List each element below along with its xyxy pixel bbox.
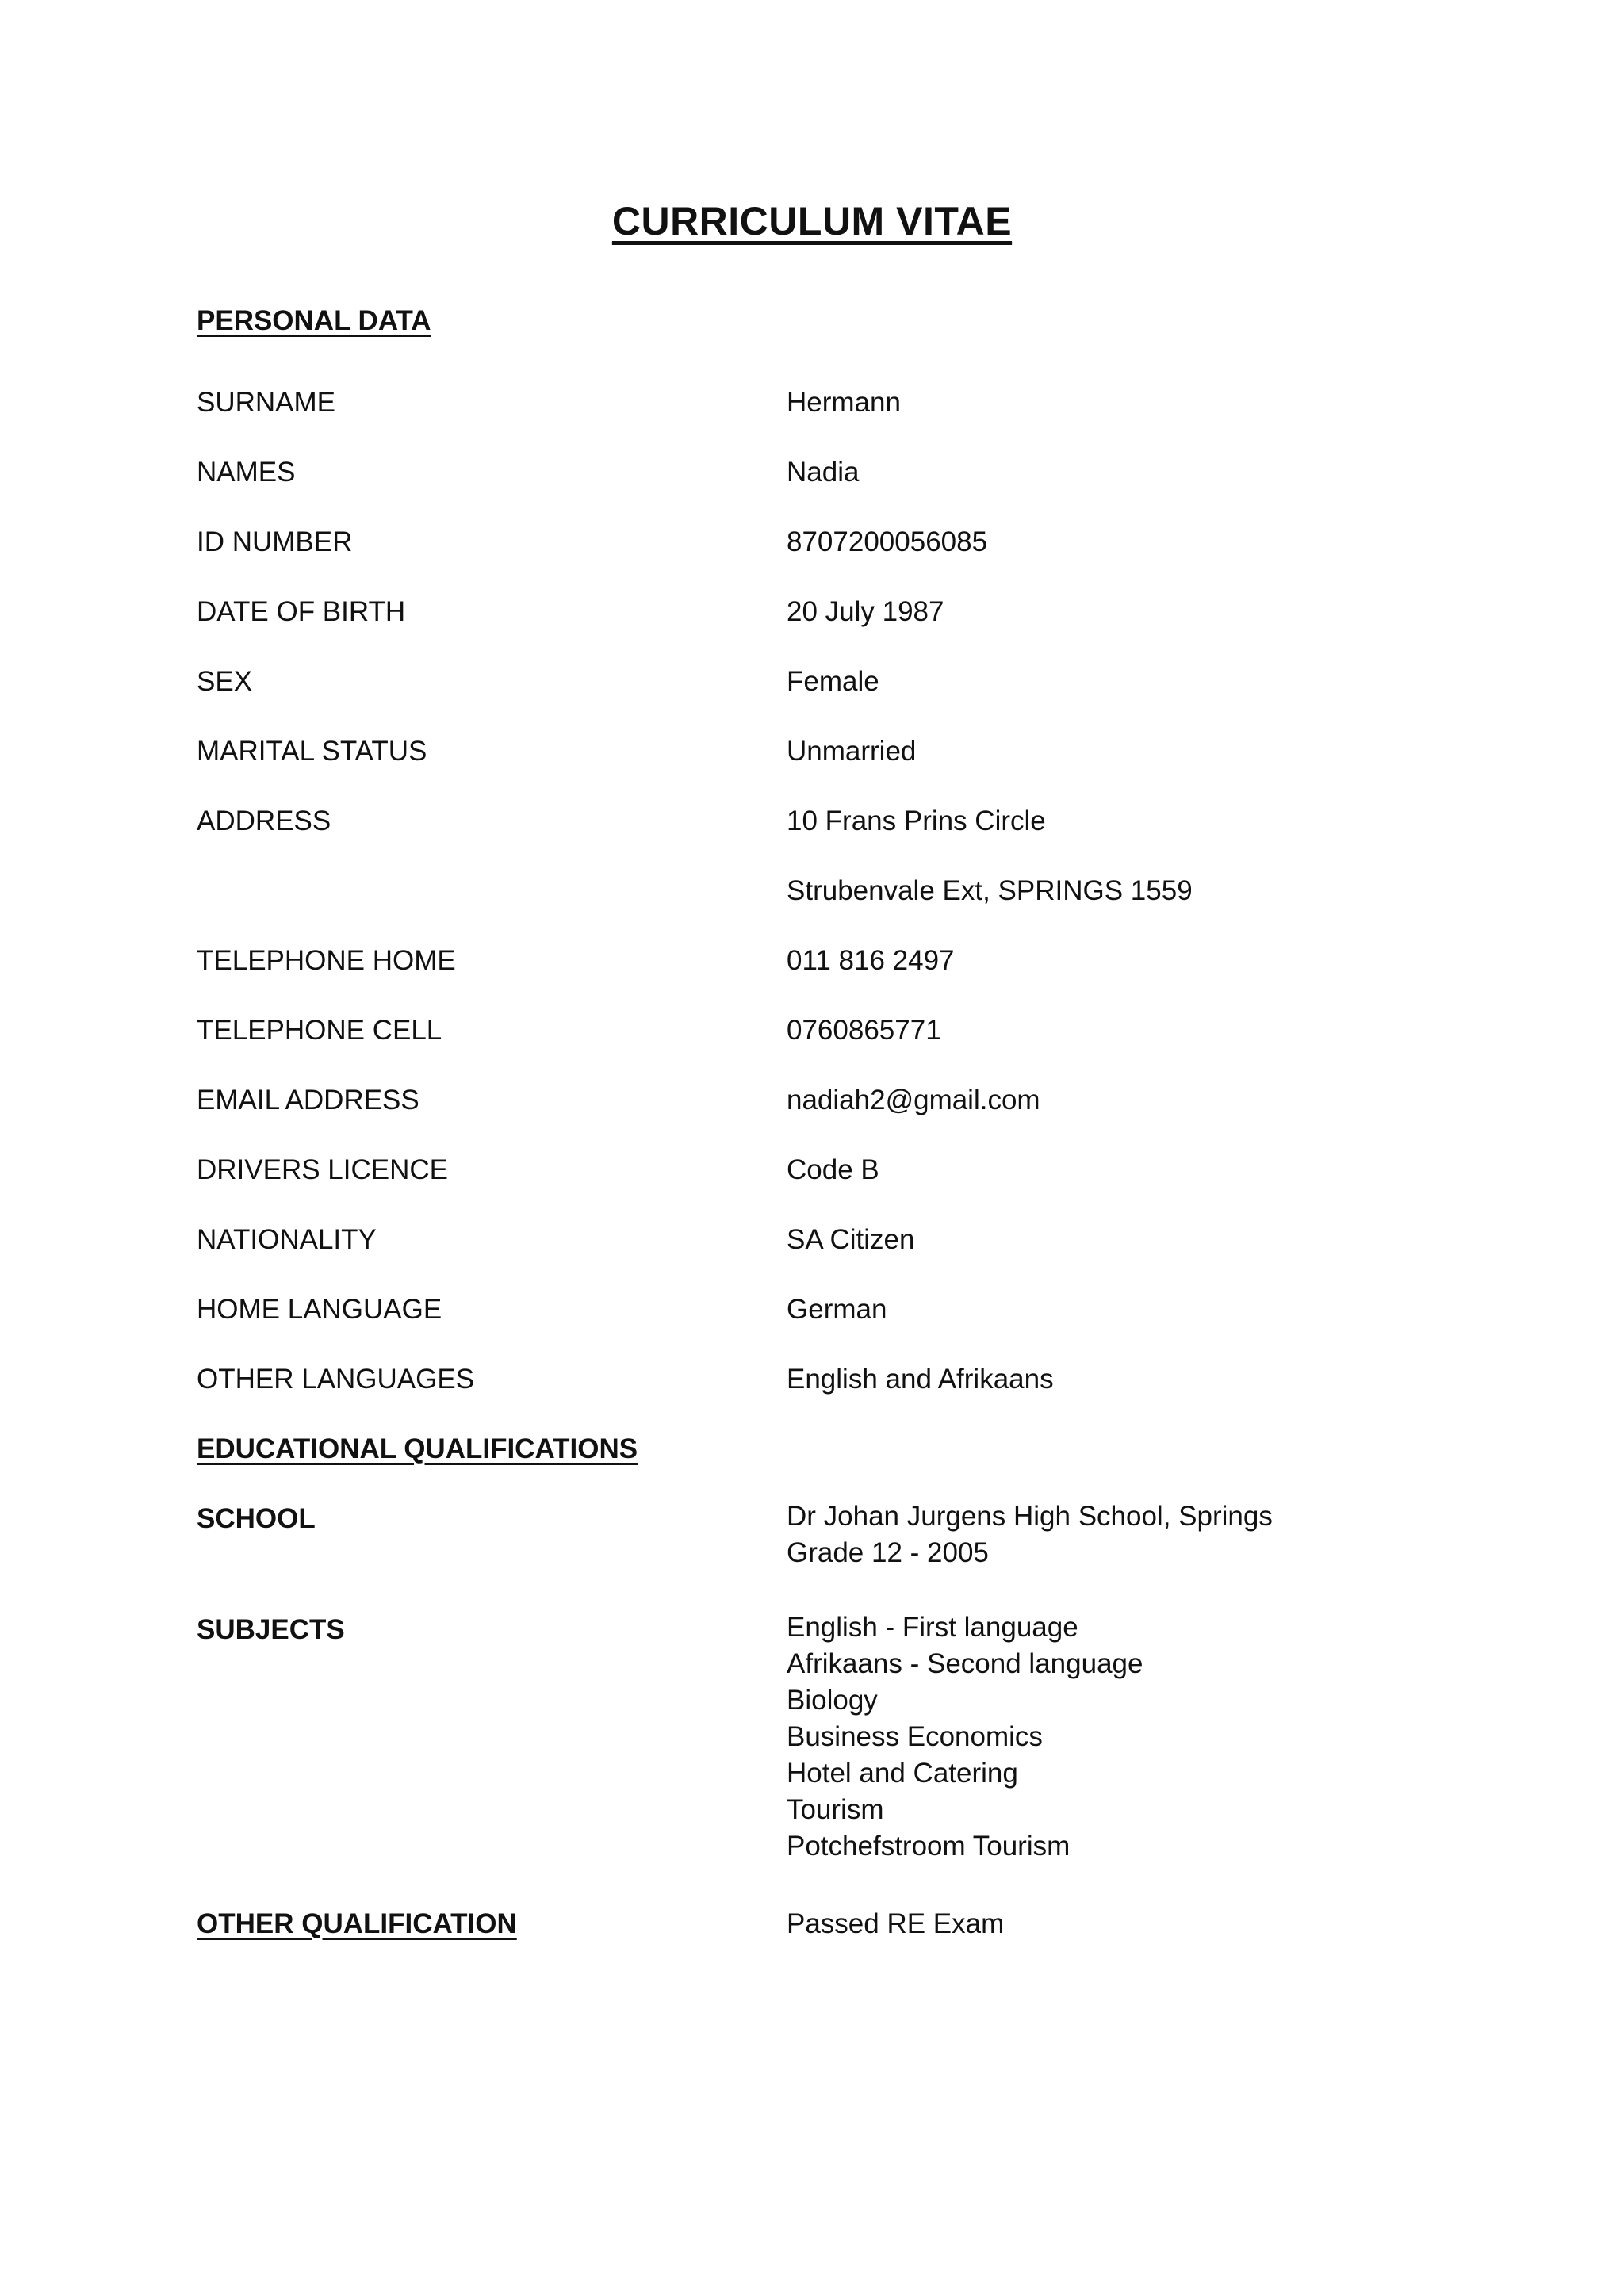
email-address-label: EMAIL ADDRESS [197,1085,419,1115]
date-of-birth-label: DATE OF BIRTH [197,596,406,627]
subject-item: Business Economics [787,1721,1043,1752]
date-of-birth-value: 20 July 1987 [787,596,944,627]
other-qualification-value: Passed RE Exam [787,1908,1005,1939]
sex-value: Female [787,666,879,697]
telephone-home-value: 011 816 2497 [787,945,955,976]
subject-item: Tourism [787,1794,884,1825]
subject-item: Afrikaans - Second language [787,1648,1143,1679]
subject-item: English - First language [787,1612,1078,1643]
other-languages-label: OTHER LANGUAGES [197,1364,475,1395]
telephone-cell-label: TELEPHONE CELL [197,1015,442,1046]
other-languages-value: English and Afrikaans [787,1364,1054,1395]
nationality-label: NATIONALITY [197,1224,377,1255]
other-qualification-heading: OTHER QUALIFICATION [197,1908,517,1939]
id-number-value: 8707200056085 [787,526,988,557]
school-name: Dr Johan Jurgens High School, Springs [787,1501,1273,1532]
telephone-cell-value: 0760865771 [787,1015,941,1046]
subject-item: Hotel and Catering [787,1758,1018,1789]
subject-item: Potchefstroom Tourism [787,1831,1071,1862]
personal-data-heading: PERSONAL DATA [197,305,431,336]
surname-label: SURNAME [197,387,336,418]
id-number-label: ID NUMBER [197,526,353,557]
school-grade: Grade 12 - 2005 [787,1537,989,1568]
school-value [787,1498,1273,1571]
email-address-value: nadiah2@gmail.com [787,1085,1040,1115]
school-label: SCHOOL [197,1503,316,1534]
marital-status-value: Unmarried [787,736,917,767]
address-line-1: 10 Frans Prins Circle [787,806,1046,836]
marital-status-label: MARITAL STATUS [197,736,427,767]
nationality-value: SA Citizen [787,1224,915,1255]
address-line-2: Strubenvale Ext, SPRINGS 1559 [787,875,1193,906]
telephone-home-label: TELEPHONE HOME [197,945,456,976]
subjects-label: SUBJECTS [197,1614,345,1645]
address-label: ADDRESS [197,806,331,836]
document-title: CURRICULUM VITAE [611,199,1013,243]
drivers-licence-value: Code B [787,1154,879,1185]
sex-label: SEX [197,666,253,697]
names-label: NAMES [197,457,296,488]
drivers-licence-label: DRIVERS LICENCE [197,1154,449,1185]
home-language-label: HOME LANGUAGE [197,1294,442,1325]
subject-item: Biology [787,1685,878,1716]
surname-value: Hermann [787,387,901,418]
names-value: Nadia [787,457,860,488]
subjects-list [787,1609,1143,1865]
home-language-value: German [787,1294,887,1325]
educational-qualifications-heading: EDUCATIONAL QUALIFICATIONS [197,1433,638,1464]
